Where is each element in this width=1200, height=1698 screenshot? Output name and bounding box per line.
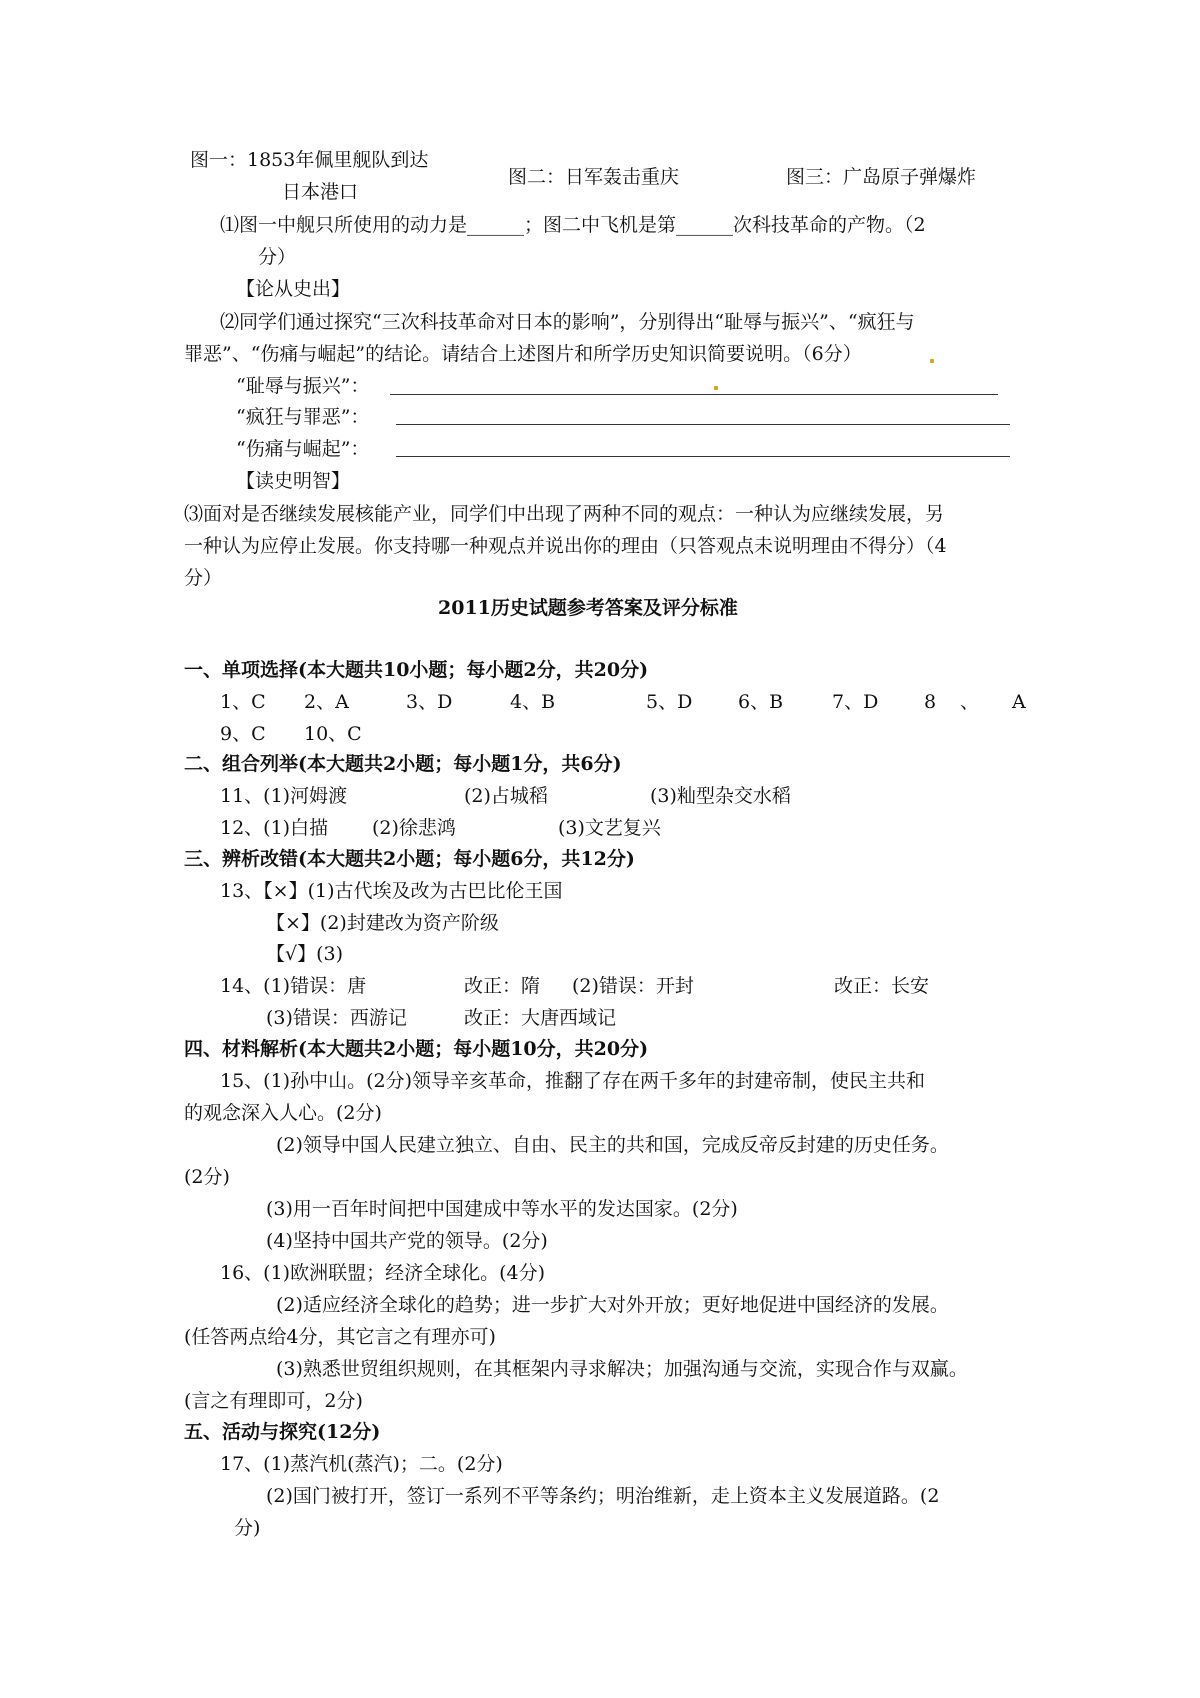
label-shangtong-jueqi: “伤痛与崛起”： <box>236 438 370 460</box>
answer-13-1: 13、【×】(1)古代埃及改为古巴比伦王国 <box>220 880 563 902</box>
answer-14-1-fix: 改正：隋 <box>464 975 541 997</box>
answer-8-separator: 、 <box>960 691 980 713</box>
question-3-line3: 分） <box>184 567 223 589</box>
answer-15-2-line1: (2)领导中国人民建立独立、自由、民主的共和国，完成反帝反封建的历史任务。 <box>276 1134 949 1156</box>
answer-14-1-error: 14、(1)错误：唐 <box>220 975 367 997</box>
answer-10: 10、C <box>304 723 362 745</box>
answer-line-2[interactable] <box>396 424 1010 425</box>
section-3-heading: 三、辨析改错(本大题共2小题；每小题6分，共12分) <box>184 848 635 870</box>
answer-16-3-line1: (3)熟悉世贸组织规则，在其框架内寻求解决；加强沟通与交流，实现合作与双赢。 <box>276 1358 968 1380</box>
label-chiru-zhenxing: “耻辱与振兴”： <box>236 375 370 397</box>
answer-11-2: (2)占城稻 <box>464 785 548 807</box>
answer-15-1-line2: 的观念深入人心。(2分) <box>184 1102 382 1124</box>
question-1-line1: ⑴图一中舰只所使用的动力是______；图二中飞机是第______次科技革命的产物。（2 <box>220 214 926 236</box>
answer-2: 2、A <box>304 691 349 713</box>
answer-11-3: (3)籼型杂交水稻 <box>650 785 791 807</box>
answer-line-1[interactable] <box>390 394 998 395</box>
section-1-heading: 一、单项选择(本大题共10小题；每小题2分，共20分) <box>184 659 649 681</box>
answer-5: 5、D <box>646 691 693 713</box>
answer-14-2-fix: 改正：长安 <box>834 975 930 997</box>
answer-15-3: (3)用一百年时间把中国建成中等水平的发达国家。(2分) <box>266 1198 738 1220</box>
answer-12-2: (2)徐悲鸿 <box>372 817 456 839</box>
label-fengkuang-zui-e: “疯狂与罪恶”： <box>236 406 370 428</box>
answer-16-1: 16、(1)欧洲联盟；经济全球化。(4分) <box>220 1262 546 1284</box>
answer-17-1: 17、(1)蒸汽机(蒸汽)；二。(2分) <box>220 1453 503 1475</box>
question-3-line2: 一种认为应停止发展。你支持哪一种观点并说出你的理由（只答观点未说明理由不得分）（4 <box>184 535 947 557</box>
answer-16-2-line2: (任答两点给4分，其它言之有理亦可) <box>184 1326 496 1348</box>
fig1-caption-line2: 日本港口 <box>282 181 359 203</box>
answer-16-2-line1: (2)适应经济全球化的趋势；进一步扩大对外开放；更好地促进中国经济的发展。 <box>276 1294 949 1316</box>
answer-12-3: (3)文艺复兴 <box>558 817 661 839</box>
answer-8-choice: A <box>1012 691 1026 713</box>
answer-13-2: 【×】(2)封建改为资产阶级 <box>266 912 499 934</box>
highlight-mark <box>714 386 718 390</box>
question-2-line1: ⑵同学们通过探究“三次科技革命对日本的影响”，分别得出“耻辱与振兴”、“疯狂与 <box>220 311 915 333</box>
section-5-heading: 五、活动与探究(12分) <box>184 1421 381 1443</box>
answer-3: 3、D <box>406 691 453 713</box>
answer-6: 6、B <box>738 691 784 713</box>
highlight-mark <box>930 359 934 363</box>
answer-11-1: 11、(1)河姆渡 <box>220 785 348 807</box>
answer-1: 1、C <box>220 691 266 713</box>
answer-12-1: 12、(1)白描 <box>220 817 329 839</box>
answer-14-3-error: (3)错误：西游记 <box>266 1007 407 1029</box>
answer-14-2-error: (2)错误：开封 <box>572 975 694 997</box>
answer-15-2-line2: (2分) <box>184 1166 230 1188</box>
heading-lun-cong-shi-chu: 【论从史出】 <box>236 278 351 300</box>
heading-du-shi-ming-zhi: 【读史明智】 <box>236 470 351 492</box>
answer-15-1-line1: 15、(1)孙中山。(2分)领导辛亥革命，推翻了存在两千多年的封建帝制，使民主共和 <box>220 1070 926 1092</box>
answer-line-3[interactable] <box>396 456 1010 457</box>
section-2-heading: 二、组合列举(本大题共2小题；每小题1分，共6分) <box>184 753 622 775</box>
answers-title: 2011历史试题参考答案及评分标准 <box>438 597 738 619</box>
answer-7: 7、D <box>832 691 879 713</box>
answer-17-2-line1: (2)国门被打开，签订一系列不平等条约；明治维新，走上资本主义发展道路。(2 <box>266 1485 940 1507</box>
answer-8-number: 8 <box>924 691 937 713</box>
fig1-caption-line1: 图一：1853年佩里舰队到达 <box>190 149 429 171</box>
answer-4: 4、B <box>510 691 556 713</box>
answer-14-3-fix: 改正：大唐西域记 <box>464 1007 617 1029</box>
fig2-caption: 图二：日军轰击重庆 <box>508 166 680 188</box>
section-4-heading: 四、材料解析(本大题共2小题；每小题10分，共20分) <box>184 1038 649 1060</box>
fig3-caption: 图三：广岛原子弹爆炸 <box>786 166 977 188</box>
answer-9: 9、C <box>220 723 266 745</box>
question-2-line2: 罪恶”、“伤痛与崛起”的结论。请结合上述图片和所学历史知识简要说明。（6分） <box>184 343 862 365</box>
question-1-line2: 分） <box>258 246 297 268</box>
answer-16-3-line2: (言之有理即可，2分) <box>184 1390 363 1412</box>
question-3-line1: ⑶面对是否继续发展核能产业，同学们中出现了两种不同的观点：一种认为应继续发展，另 <box>184 503 945 525</box>
answer-13-3: 【√】(3) <box>266 943 344 965</box>
answer-17-2-line2: 分) <box>234 1517 261 1539</box>
answer-15-4: (4)坚持中国共产党的领导。(2分) <box>266 1230 548 1252</box>
